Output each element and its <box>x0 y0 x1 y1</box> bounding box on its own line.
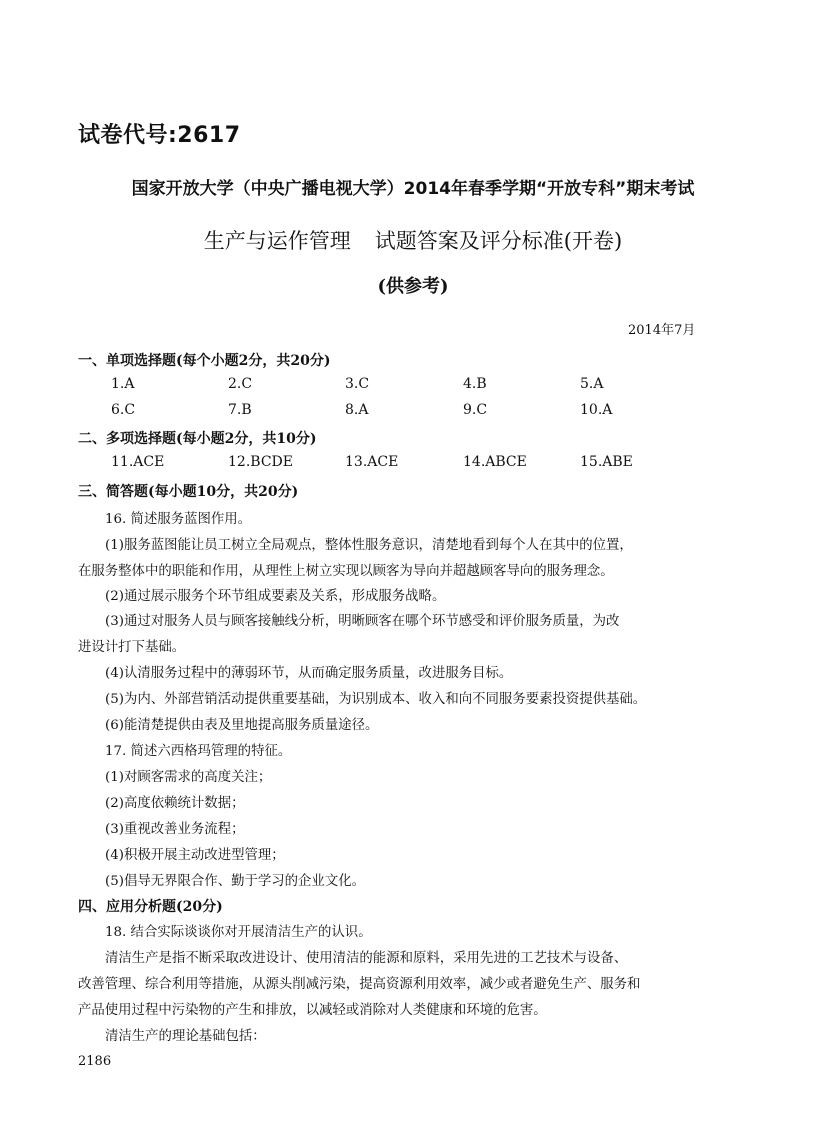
answer-text: (3)重视改善业务流程； <box>105 822 245 837</box>
answer-item: 8.A <box>345 402 369 418</box>
answer-item: 6.C <box>111 402 136 418</box>
answer-item: 13.ACE <box>345 454 399 470</box>
answer-text: 清洁生产的理论基础包括： <box>105 1029 266 1044</box>
section-heading: 一、单项选择题(每个小题2分，共20分) <box>78 353 331 369</box>
exam-date: 2014年7月 <box>628 323 696 338</box>
subject-tail: 试题答案及评分标准(开卷) <box>374 229 623 253</box>
subject-title <box>78 225 748 255</box>
answer-text: 进设计打下基础。 <box>78 640 186 655</box>
answer-item: 2.C <box>228 376 253 392</box>
answer-text: (1)对顾客需求的高度关注； <box>105 770 272 785</box>
section-heading: 三、简答题(每小题10分，共20分) <box>78 484 299 500</box>
answer-text: (2)高度依赖统计数据； <box>105 796 245 811</box>
question-text: 16. 简述服务蓝图作用。 <box>105 512 252 527</box>
answer-text: 在服务整体中的职能和作用，从理性上树立实现以顾客为导向并超越顾客导向的服务理念。 <box>78 564 614 579</box>
answer-item: 14.ABCE <box>463 454 527 470</box>
paper-code: 试卷代号:2617 <box>78 123 241 148</box>
question-text: 18. 结合实际谈谈你对开展清洁生产的认识。 <box>105 925 372 940</box>
answer-text: (4)认清服务过程中的薄弱环节，从而确定服务质量，改进服务目标。 <box>105 666 513 681</box>
section-heading: 二、多项选择题(每小题2分，共10分) <box>78 431 317 447</box>
answer-text: 清洁生产是指不断采取改进设计、使用清洁的能源和原料，采用先进的工艺技术与设备、 <box>105 951 628 966</box>
answer-text: (2)通过展示服务个环节组成要素及关系，形成服务战略。 <box>105 589 446 604</box>
reference-note: (供参考) <box>377 276 449 297</box>
answer-item: 7.B <box>228 402 252 418</box>
page-number: 2186 <box>78 1054 112 1069</box>
answer-item: 3.C <box>345 376 370 392</box>
answer-item: 10.A <box>580 402 613 418</box>
answer-text: (1)服务蓝图能让员工树立全局观点，整体性服务意识，清楚地看到每个人在其中的位置， <box>105 538 633 553</box>
question-text: 17. 简述六西格玛管理的特征。 <box>105 744 292 759</box>
answer-item: 5.A <box>580 376 604 392</box>
answer-text: (3)通过对服务人员与顾客接触线分析，明晰顾客在哪个环节感受和评价服务质量，为改 <box>105 614 620 629</box>
exam-title: 国家开放大学（中央广播电视大学）2014年春季学期“开放专科”期末考试 <box>131 179 695 199</box>
answer-item: 9.C <box>463 402 488 418</box>
answer-item: 12.BCDE <box>228 454 293 470</box>
subject-name: 生产与运作管理 <box>203 229 351 253</box>
answer-text: (5)为内、外部营销活动提供重要基础，为识别成本、收入和向不同服务要素投资提供基础。 <box>105 692 647 707</box>
answer-item: 4.B <box>463 376 487 392</box>
answer-item: 11.ACE <box>111 454 165 470</box>
answer-text: 改善管理、综合利用等措施，从源头削减污染，提高资源利用效率，减少或者避免生产、服务和 <box>78 977 641 992</box>
answer-text: (6)能清楚提供由表及里地提高服务质量途径。 <box>105 718 379 733</box>
answer-item: 15.ABE <box>580 454 633 470</box>
section-heading: 四、应用分析题(20分) <box>78 899 223 915</box>
answer-item: 1.A <box>111 376 135 392</box>
answer-text: (5)倡导无界限合作、勤于学习的企业文化。 <box>105 874 365 889</box>
answer-text: 产品使用过程中污染物的产生和排放，以减轻或消除对人类健康和环境的危害。 <box>78 1003 547 1018</box>
answer-text: (4)积极开展主动改进型管理； <box>105 848 285 863</box>
